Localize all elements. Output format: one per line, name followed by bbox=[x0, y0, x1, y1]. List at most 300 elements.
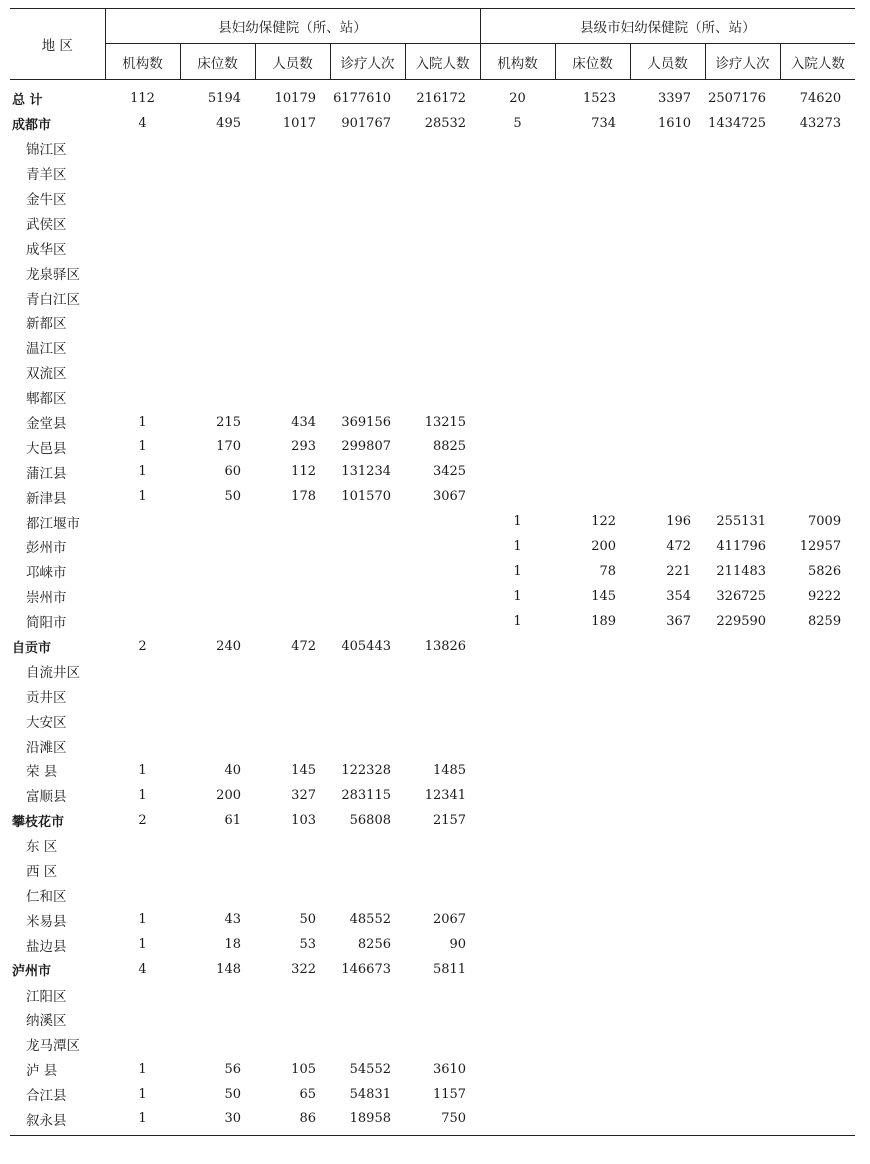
table-cell bbox=[480, 235, 555, 260]
table-cell: 40 bbox=[224, 762, 241, 778]
table-cell bbox=[255, 733, 330, 758]
table-cell bbox=[330, 733, 405, 758]
table-cell bbox=[780, 434, 855, 459]
table-cell bbox=[255, 683, 330, 708]
table-cell bbox=[705, 161, 780, 186]
table-cell bbox=[555, 1107, 630, 1136]
table-cell bbox=[555, 260, 630, 285]
table-cell bbox=[105, 658, 180, 683]
table-cell bbox=[705, 783, 780, 808]
table-cell bbox=[405, 584, 480, 609]
table-cell bbox=[105, 559, 180, 584]
table-cell: 5811 bbox=[432, 962, 467, 978]
table-cell bbox=[555, 683, 630, 708]
table-cell bbox=[480, 957, 555, 982]
table-cell bbox=[630, 186, 705, 211]
table-cell: 1523 bbox=[582, 90, 617, 106]
table-row bbox=[10, 683, 855, 708]
table-cell bbox=[555, 484, 630, 509]
table-cell bbox=[405, 658, 480, 683]
table-cell: 1 bbox=[138, 464, 147, 480]
table-cell bbox=[405, 1007, 480, 1032]
table-cell bbox=[780, 907, 855, 932]
table-cell: 122 bbox=[591, 514, 617, 530]
table-cell bbox=[630, 335, 705, 360]
table-cell bbox=[330, 1007, 405, 1032]
table-cell bbox=[480, 708, 555, 733]
table-row bbox=[10, 957, 855, 982]
table-cell bbox=[630, 858, 705, 883]
table-cell bbox=[555, 858, 630, 883]
table-cell bbox=[480, 932, 555, 957]
table-cell: 146673 bbox=[341, 962, 391, 978]
table-cell bbox=[405, 186, 480, 211]
table-cell bbox=[480, 285, 555, 310]
table-cell bbox=[780, 484, 855, 509]
region-name: 泸 县 bbox=[26, 1063, 58, 1080]
region-name: 攀枝花市 bbox=[12, 814, 65, 830]
table-cell bbox=[705, 484, 780, 509]
table-cell: 30 bbox=[180, 1107, 255, 1136]
table-cell bbox=[405, 335, 480, 360]
table-row bbox=[10, 235, 855, 260]
county-mch-group-header: 县妇幼保健院（所、站） bbox=[105, 9, 480, 44]
table-cell: 53 bbox=[299, 937, 316, 953]
table-cell bbox=[555, 957, 630, 982]
table-cell bbox=[480, 733, 555, 758]
table-cell bbox=[105, 285, 180, 310]
table-row bbox=[10, 584, 855, 609]
table-cell: 50 bbox=[299, 912, 316, 928]
table-cell bbox=[330, 385, 405, 410]
table-row bbox=[10, 360, 855, 385]
col-header: 人员数 bbox=[630, 44, 705, 80]
table-cell bbox=[330, 310, 405, 335]
table-cell bbox=[705, 733, 780, 758]
table-cell: 354 bbox=[666, 588, 692, 604]
table-row bbox=[10, 1082, 855, 1107]
region-name: 青白江区 bbox=[26, 291, 80, 308]
table-cell: 178 bbox=[291, 489, 316, 505]
table-cell bbox=[480, 136, 555, 161]
table-cell: 1 bbox=[513, 514, 522, 530]
region-name: 双流区 bbox=[26, 366, 67, 383]
region-name: 成都市 bbox=[12, 117, 52, 133]
table-cell: 327 bbox=[291, 787, 316, 803]
table-cell bbox=[480, 260, 555, 285]
table-cell bbox=[630, 907, 705, 932]
table-cell bbox=[105, 385, 180, 410]
table-cell bbox=[630, 310, 705, 335]
table-cell: 103 bbox=[291, 812, 316, 828]
table-cell: 4 bbox=[138, 115, 147, 131]
table-cell bbox=[405, 858, 480, 883]
table-cell bbox=[630, 260, 705, 285]
table-cell bbox=[555, 833, 630, 858]
table-cell bbox=[330, 260, 405, 285]
table-cell bbox=[255, 658, 330, 683]
table-cell bbox=[480, 484, 555, 509]
table-row bbox=[10, 609, 855, 634]
table-cell bbox=[780, 285, 855, 310]
table-cell bbox=[480, 1107, 555, 1136]
table-cell bbox=[255, 235, 330, 260]
table-cell bbox=[780, 658, 855, 683]
table-cell: 901767 bbox=[341, 115, 391, 131]
table-cell bbox=[555, 360, 630, 385]
table-cell bbox=[780, 957, 855, 982]
table-cell bbox=[405, 509, 480, 534]
table-cell: 1 bbox=[138, 489, 147, 505]
table-cell bbox=[180, 858, 255, 883]
table-cell bbox=[180, 186, 255, 211]
statistics-table bbox=[10, 8, 855, 1136]
table-cell: 56808 bbox=[349, 812, 391, 828]
region-name: 大邑县 bbox=[26, 440, 67, 457]
table-cell: 122328 bbox=[341, 762, 391, 778]
table-cell: 90 bbox=[449, 937, 467, 953]
table-cell bbox=[630, 957, 705, 982]
region-name: 金堂县 bbox=[26, 416, 67, 433]
table-cell bbox=[705, 235, 780, 260]
table-cell bbox=[630, 883, 705, 908]
table-cell bbox=[480, 410, 555, 435]
table-cell bbox=[780, 634, 855, 659]
region-name: 泸州市 bbox=[12, 964, 52, 980]
table-cell bbox=[330, 658, 405, 683]
table-cell bbox=[105, 1007, 180, 1032]
table-cell bbox=[780, 1007, 855, 1032]
table-cell bbox=[255, 260, 330, 285]
table-row bbox=[10, 883, 855, 908]
table-cell bbox=[105, 310, 180, 335]
table-cell: 1157 bbox=[432, 1086, 467, 1102]
table-cell bbox=[555, 410, 630, 435]
table-cell: 101570 bbox=[341, 489, 391, 505]
table-cell bbox=[480, 1082, 555, 1107]
col-header: 机构数 bbox=[105, 44, 180, 80]
table-cell bbox=[630, 758, 705, 783]
table-row bbox=[10, 534, 855, 559]
table-cell: 2157 bbox=[432, 812, 467, 828]
region-name: 武侯区 bbox=[26, 216, 67, 233]
table-cell: 405443 bbox=[341, 638, 391, 654]
table-cell bbox=[705, 434, 780, 459]
table-cell bbox=[705, 1107, 780, 1136]
table-cell: 145 bbox=[291, 762, 316, 778]
region-name: 沿滩区 bbox=[26, 739, 67, 756]
table-row bbox=[10, 982, 855, 1007]
table-cell bbox=[105, 858, 180, 883]
table-cell bbox=[480, 434, 555, 459]
table-cell bbox=[330, 982, 405, 1007]
table-row bbox=[10, 484, 855, 509]
table-cell: 211483 bbox=[716, 563, 767, 579]
region-name: 郫都区 bbox=[26, 391, 67, 408]
table-cell bbox=[255, 534, 330, 559]
table-cell: 86 bbox=[255, 1107, 330, 1136]
table-cell bbox=[330, 534, 405, 559]
region-name: 简阳市 bbox=[26, 615, 67, 632]
table-cell bbox=[105, 883, 180, 908]
table-cell: 1 bbox=[105, 1107, 180, 1136]
table-cell bbox=[105, 260, 180, 285]
table-cell bbox=[705, 1007, 780, 1032]
table-cell: 1 bbox=[138, 414, 147, 430]
table-cell bbox=[555, 385, 630, 410]
table-cell: 299807 bbox=[341, 439, 391, 455]
region-name: 西 区 bbox=[26, 864, 58, 881]
table-cell bbox=[105, 509, 180, 534]
table-cell bbox=[330, 883, 405, 908]
table-cell bbox=[780, 858, 855, 883]
table-cell bbox=[405, 609, 480, 634]
table-cell bbox=[330, 235, 405, 260]
table-cell bbox=[255, 1032, 330, 1057]
table-cell bbox=[180, 534, 255, 559]
table-cell bbox=[180, 385, 255, 410]
table-cell bbox=[480, 186, 555, 211]
table-cell: 1017 bbox=[282, 115, 316, 131]
table-cell bbox=[480, 808, 555, 833]
table-cell bbox=[555, 883, 630, 908]
table-cell bbox=[180, 136, 255, 161]
region-header: 地 区 bbox=[41, 38, 73, 54]
table-cell: 1 bbox=[138, 787, 147, 803]
table-cell bbox=[705, 210, 780, 235]
col-header: 床位数 bbox=[180, 44, 255, 80]
table-cell bbox=[780, 459, 855, 484]
table-row bbox=[10, 808, 855, 833]
col-header: 入院人数 bbox=[780, 44, 855, 80]
table-cell: 221 bbox=[666, 563, 692, 579]
table-header bbox=[10, 9, 855, 80]
table-cell bbox=[780, 210, 855, 235]
table-cell bbox=[105, 833, 180, 858]
region-name: 总 计 bbox=[12, 92, 43, 108]
table-cell bbox=[480, 1057, 555, 1082]
table-cell bbox=[105, 584, 180, 609]
table-row bbox=[10, 1057, 855, 1082]
table-row bbox=[10, 136, 855, 161]
table-cell bbox=[480, 783, 555, 808]
table-cell bbox=[630, 982, 705, 1007]
table-cell bbox=[630, 708, 705, 733]
table-cell bbox=[705, 1032, 780, 1057]
table-cell bbox=[555, 335, 630, 360]
table-body bbox=[10, 80, 855, 1136]
table-cell bbox=[480, 310, 555, 335]
table-cell bbox=[705, 833, 780, 858]
table-cell bbox=[480, 459, 555, 484]
table-cell: 148 bbox=[216, 962, 241, 978]
table-row bbox=[10, 708, 855, 733]
table-cell bbox=[780, 235, 855, 260]
table-cell bbox=[630, 634, 705, 659]
table-cell bbox=[330, 186, 405, 211]
table-cell bbox=[480, 1032, 555, 1057]
table-row bbox=[10, 1107, 855, 1136]
table-cell bbox=[405, 1032, 480, 1057]
region-name: 江阳区 bbox=[26, 988, 67, 1005]
table-cell bbox=[180, 683, 255, 708]
table-cell: 5826 bbox=[808, 563, 842, 579]
table-cell: 5194 bbox=[207, 90, 241, 106]
table-cell bbox=[180, 360, 255, 385]
table-cell bbox=[705, 285, 780, 310]
table-cell bbox=[480, 858, 555, 883]
table-cell bbox=[555, 210, 630, 235]
table-cell: 434 bbox=[291, 414, 316, 430]
table-cell bbox=[255, 285, 330, 310]
table-cell bbox=[405, 161, 480, 186]
table-cell bbox=[705, 907, 780, 932]
table-cell bbox=[630, 932, 705, 957]
table-cell bbox=[330, 509, 405, 534]
table-cell bbox=[180, 285, 255, 310]
table-row bbox=[10, 385, 855, 410]
table-cell bbox=[180, 833, 255, 858]
region-name: 蒲江县 bbox=[26, 465, 67, 482]
table-cell: 12341 bbox=[424, 787, 467, 803]
table-cell bbox=[180, 584, 255, 609]
table-cell: 411796 bbox=[716, 538, 767, 554]
table-cell: 18958 bbox=[330, 1107, 405, 1136]
table-cell bbox=[705, 658, 780, 683]
table-cell bbox=[705, 634, 780, 659]
region-name: 大安区 bbox=[26, 714, 67, 731]
table-cell bbox=[780, 833, 855, 858]
table-cell bbox=[105, 210, 180, 235]
table-cell bbox=[555, 1082, 630, 1107]
table-cell bbox=[780, 410, 855, 435]
table-cell bbox=[330, 1032, 405, 1057]
table-cell: 2 bbox=[138, 638, 147, 654]
table-cell: 56 bbox=[224, 1061, 241, 1077]
table-cell: 10179 bbox=[274, 90, 316, 106]
table-cell: 189 bbox=[591, 613, 617, 629]
region-name: 仁和区 bbox=[26, 888, 67, 905]
table-cell bbox=[555, 310, 630, 335]
table-row bbox=[10, 285, 855, 310]
table-cell bbox=[180, 559, 255, 584]
table-cell bbox=[405, 883, 480, 908]
table-cell bbox=[405, 534, 480, 559]
table-row bbox=[10, 310, 855, 335]
table-cell bbox=[405, 708, 480, 733]
table-cell bbox=[330, 708, 405, 733]
table-cell bbox=[330, 683, 405, 708]
table-cell bbox=[330, 833, 405, 858]
table-cell: 145 bbox=[591, 588, 617, 604]
table-cell: 293 bbox=[291, 439, 316, 455]
table-cell bbox=[405, 360, 480, 385]
table-cell bbox=[180, 210, 255, 235]
table-cell bbox=[255, 161, 330, 186]
table-cell: 215 bbox=[216, 414, 241, 430]
table-cell bbox=[330, 360, 405, 385]
table-cell bbox=[705, 758, 780, 783]
table-cell bbox=[330, 858, 405, 883]
table-cell bbox=[630, 484, 705, 509]
table-cell: 1 bbox=[138, 1086, 147, 1102]
table-cell bbox=[705, 1057, 780, 1082]
table-cell: 43 bbox=[224, 912, 241, 928]
table-cell bbox=[255, 883, 330, 908]
table-cell bbox=[780, 1107, 855, 1136]
table-cell bbox=[780, 1057, 855, 1082]
region-name: 都江堰市 bbox=[26, 515, 80, 532]
table-row bbox=[10, 783, 855, 808]
region-name: 盐边县 bbox=[26, 938, 67, 955]
table-cell bbox=[705, 808, 780, 833]
table-cell bbox=[705, 360, 780, 385]
table-row bbox=[10, 434, 855, 459]
table-cell: 60 bbox=[224, 464, 241, 480]
table-cell bbox=[780, 136, 855, 161]
table-cell bbox=[255, 609, 330, 634]
table-row bbox=[10, 335, 855, 360]
table-cell bbox=[405, 260, 480, 285]
table-cell bbox=[555, 459, 630, 484]
region-name: 合江县 bbox=[26, 1088, 67, 1105]
region-name: 成华区 bbox=[26, 241, 67, 258]
region-name: 纳溪区 bbox=[26, 1013, 67, 1030]
table-cell bbox=[630, 1107, 705, 1136]
table-cell bbox=[780, 982, 855, 1007]
table-cell bbox=[630, 285, 705, 310]
table-cell: 283115 bbox=[341, 787, 391, 803]
table-cell bbox=[705, 335, 780, 360]
table-cell bbox=[705, 1082, 780, 1107]
table-row bbox=[10, 658, 855, 683]
table-cell bbox=[555, 161, 630, 186]
table-cell bbox=[630, 161, 705, 186]
region-name: 锦江区 bbox=[26, 142, 67, 159]
table-cell bbox=[105, 186, 180, 211]
table-cell bbox=[630, 210, 705, 235]
table-cell bbox=[405, 385, 480, 410]
region-name: 青羊区 bbox=[26, 167, 67, 184]
table-cell: 472 bbox=[666, 538, 692, 554]
table-cell bbox=[630, 410, 705, 435]
table-cell: 1485 bbox=[432, 762, 467, 778]
table-cell: 200 bbox=[591, 538, 617, 554]
city-mch-group-header: 县级市妇幼保健院（所、站） bbox=[480, 9, 855, 44]
table-cell bbox=[705, 310, 780, 335]
table-cell bbox=[330, 559, 405, 584]
table-cell bbox=[255, 385, 330, 410]
table-cell: 8256 bbox=[357, 937, 391, 953]
table-cell bbox=[780, 883, 855, 908]
table-cell bbox=[630, 459, 705, 484]
table-cell: 1 bbox=[138, 912, 147, 928]
region-name: 自流井区 bbox=[26, 664, 80, 681]
table-cell bbox=[105, 235, 180, 260]
table-cell bbox=[480, 907, 555, 932]
table-cell bbox=[330, 161, 405, 186]
table-cell bbox=[630, 1082, 705, 1107]
table-cell bbox=[780, 1032, 855, 1057]
table-cell bbox=[780, 708, 855, 733]
table-cell bbox=[630, 833, 705, 858]
table-cell: 112 bbox=[130, 90, 155, 106]
table-row bbox=[10, 210, 855, 235]
table-cell: 326725 bbox=[716, 588, 767, 604]
table-cell: 1610 bbox=[657, 115, 692, 131]
table-cell: 734 bbox=[591, 115, 617, 131]
table-cell bbox=[405, 683, 480, 708]
